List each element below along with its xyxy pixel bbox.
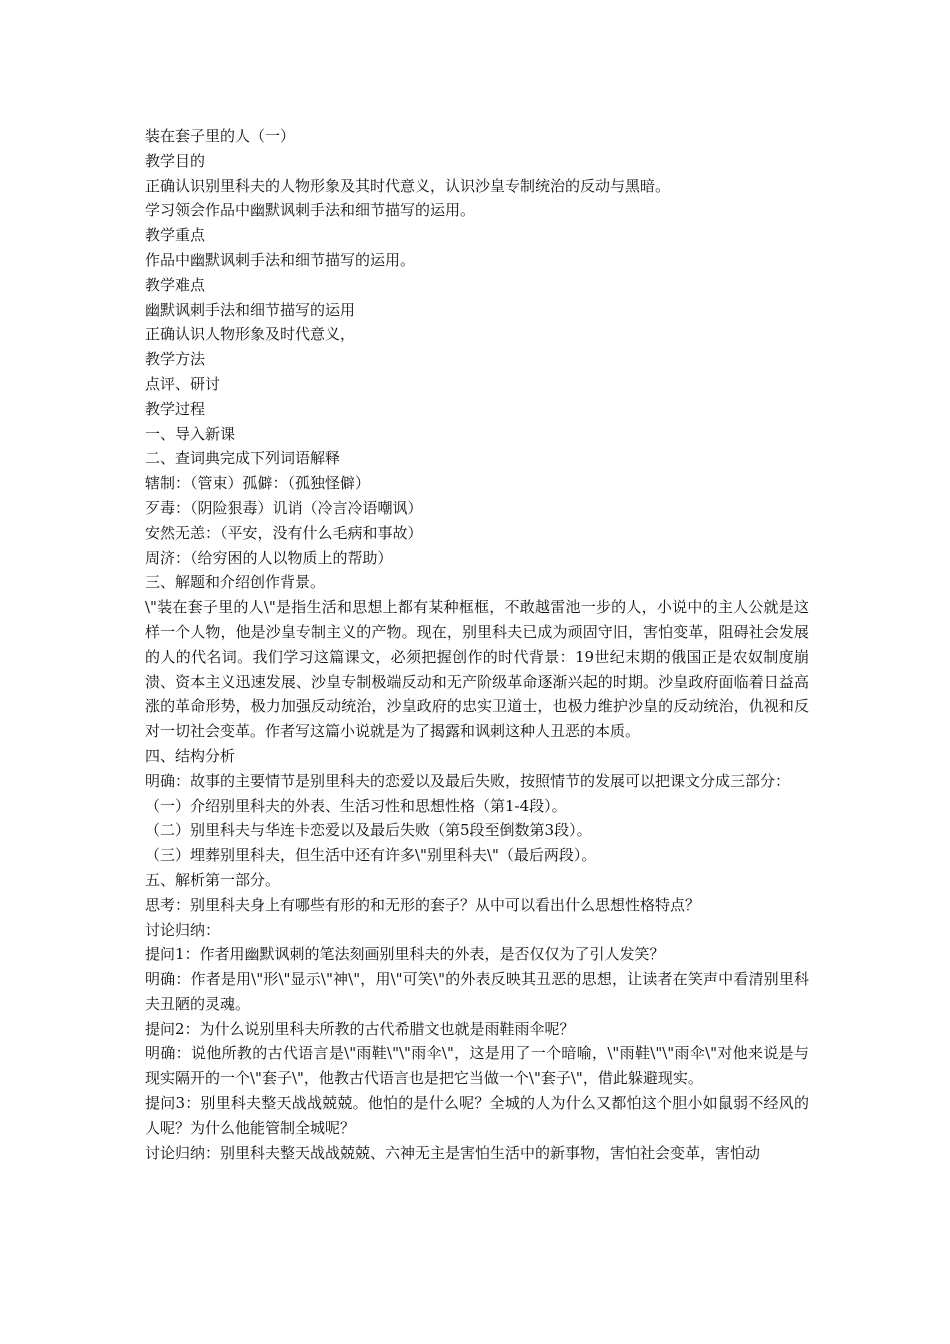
difficulty-item-1: 幽默讽刺手法和细节描写的运用 <box>145 300 356 319</box>
vocab-line-2: 歹毒：（阴险狠毒）讥诮（冷言冷语嘲讽） <box>145 498 423 517</box>
step-structure: 四、结构分析 <box>145 746 236 765</box>
goal-item-1: 正确认识别里科夫的人物形象及其时代意义，认识沙皇专制统治的反动与黑暗。 <box>145 176 671 195</box>
heading-process: 教学过程 <box>145 399 206 418</box>
heading-key-point: 教学重点 <box>145 226 206 245</box>
difficulty-item-2: 正确认识人物形象及时代意义， <box>145 325 356 344</box>
step-intro: 一、导入新课 <box>145 424 236 443</box>
goal-item-2: 学习领会作品中幽默讽刺手法和细节描写的运用。 <box>145 201 476 220</box>
discussion-label: 讨论归纳： <box>145 920 221 939</box>
heading-method: 教学方法 <box>145 350 206 369</box>
structure-part-2: （二）别里科夫与华连卡恋爱以及最后失败（第5段至倒数第3段）。 <box>145 821 592 840</box>
vocab-line-1: 辖制：（管束）孤僻：（孤独怪僻） <box>145 474 371 493</box>
step-analysis: 五、解析第一部分。 <box>145 870 281 889</box>
key-point-item: 作品中幽默讽刺手法和细节描写的运用。 <box>145 250 416 269</box>
document-body <box>145 124 809 1165</box>
question-2: 提问2：为什么说别里科夫所教的古代希腊文也就是雨鞋雨伞呢？ <box>145 1019 575 1038</box>
vocab-line-3: 安然无恙：（平安，没有什么毛病和事故） <box>145 523 423 542</box>
question-1: 提问1：作者用幽默讽刺的笔法刻画别里科夫的外表，是否仅仅为了引人发笑？ <box>145 945 665 964</box>
background-paragraph: \"装在套子里的人\"是指生活和思想上都有某种框框，不敢越雷池一步的人，小说中的主人公就是这样一个人物，他是沙皇专制主义的产物。现在，别里科夫已成为顽固守旧，害怕变革，阻碍社会发展的人的代名词。我们学习这篇课文，必须把握创作的时代背景：19世纪末期的俄国正是农奴制度崩溃、资本主义迅速发展、沙皇专制极端反动和无产阶级革命逐渐兴起的时期。沙皇政府面临着日益高涨的革命形势，极力加强反动统治，沙皇政府的忠实卫道士，也极力维护沙皇的反动统治，仇视和反对一切社会变革。作者写这篇小说就是为了揭露和讽刺这种人丑恶的本质。 <box>145 598 809 741</box>
structure-part-1: （一）介绍别里科夫的外表、生活习性和思想性格（第1-4段）。 <box>145 796 567 815</box>
structure-part-3: （三）埋葬别里科夫，但生活中还有许多\"别里科夫\"（最后两段）。 <box>145 846 597 865</box>
discussion-summary: 讨论归纳：别里科夫整天战战兢兢、六神无主是害怕生活中的新事物，害怕社会变革，害怕动 <box>145 1143 761 1162</box>
question-3: 提问3：别里科夫整天战战兢兢。他怕的是什么呢？全城的人为什么又都怕这个胆小如鼠弱不经风的人呢？为什么他能管制全城呢？ <box>145 1094 809 1137</box>
step-background: 三、解题和介绍创作背景。 <box>145 573 326 592</box>
document-title: 装在套子里的人（一） <box>145 127 296 145</box>
step-vocabulary: 二、查词典完成下列词语解释 <box>145 449 341 468</box>
vocab-line-4: 周济：（给穷困的人以物质上的帮助） <box>145 548 393 567</box>
answer-2: 明确：说他所教的古代语言是\"雨鞋\"\"雨伞\"，这是用了一个暗喻，\"雨鞋\"\"雨伞\"对他来说是与现实隔开的一个\"套子\"，他教古代语言也是把它当做一个\"套子\"，借此躲避现实。 <box>145 1044 809 1088</box>
answer-1: 明确：作者是用\"形\"显示\"神\"，用\"可笑\"的外表反映其丑恶的思想，让读者在笑声中看清别里科夫丑陋的灵魂。 <box>145 970 809 1013</box>
think-question: 思考：别里科夫身上有哪些有形的和无形的套子？从中可以看出什么思想性格特点？ <box>145 895 701 914</box>
heading-teaching-goal: 教学目的 <box>145 151 206 170</box>
structure-paragraph: 明确：故事的主要情节是别里科夫的恋爱以及最后失败，按照情节的发展可以把课文分成三部分： <box>145 771 791 790</box>
heading-difficulty: 教学难点 <box>145 275 206 294</box>
method-item: 点评、研讨 <box>145 374 221 393</box>
